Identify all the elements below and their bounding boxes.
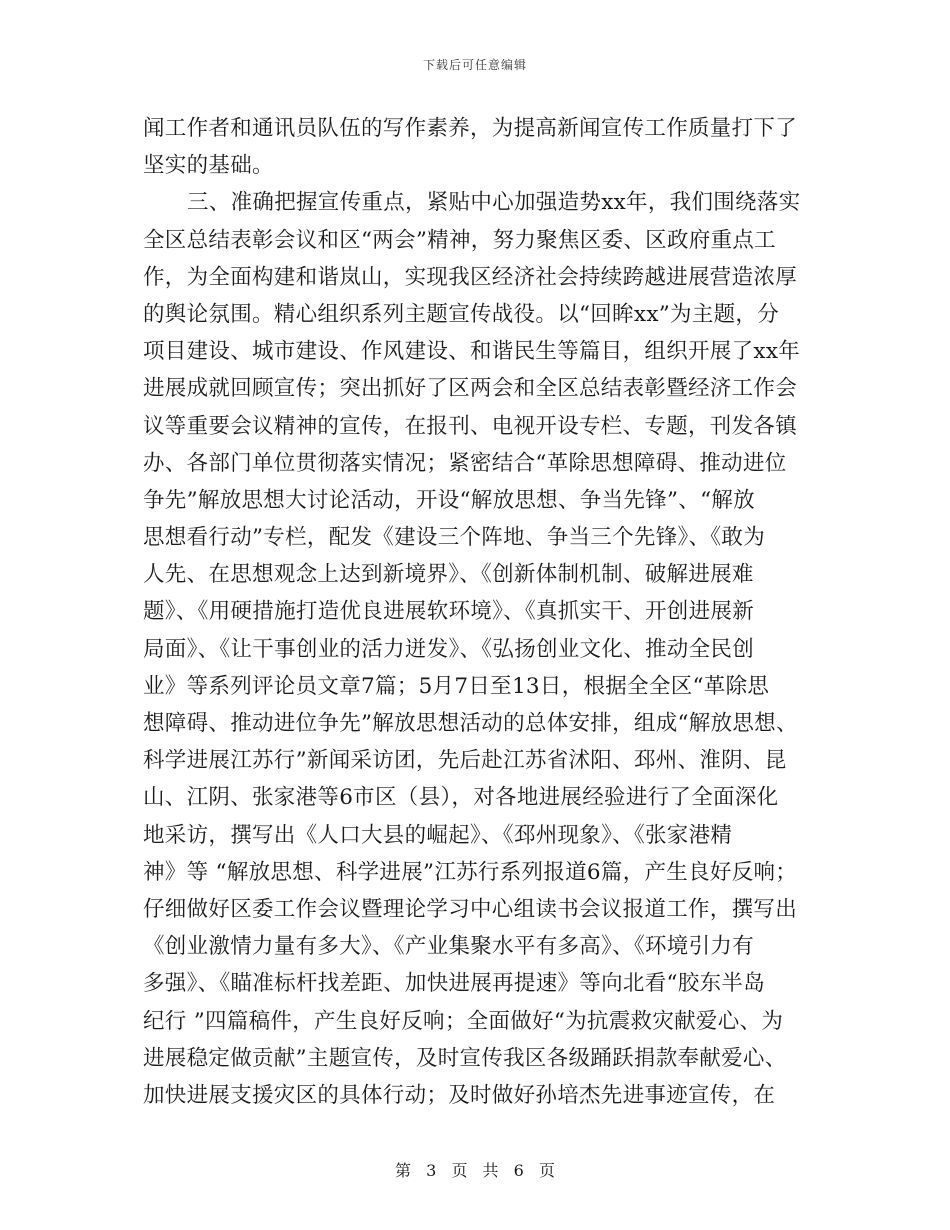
body-line: 多强》、《瞄准标杆找差距、加快进展再提速》等向北看“胶东半岛 xyxy=(143,971,765,997)
page-label-prefix: 第 xyxy=(395,1161,412,1180)
body-line: 的舆论氛围。精心组织系列主题宣传战役。以“回眸xx”为主题，分 xyxy=(143,301,780,327)
page-header xyxy=(0,56,950,73)
total-label: 共 xyxy=(482,1161,499,1180)
body-line: 争先”解放思想大讨论活动，开设“解放思想、争当先锋”、“解放 xyxy=(143,487,755,513)
page-footer xyxy=(0,1158,950,1181)
body-line: 办、各部门单位贯彻落实情况；紧密结合“革除思想障碍、推动进位 xyxy=(143,450,787,476)
body-line: 加快进展支援灾区的具体行动；及时做好孙培杰先进事迹宣传，在 xyxy=(143,1082,776,1108)
body-line: 全区总结表彰会议和区“两会”精神，努力聚焦区委、区政府重点工 xyxy=(143,227,776,253)
body-line: 进展稳定做贡献”主题宣传，及时宣传我区各级踊跃捐款奉献爱心、 xyxy=(143,1045,787,1071)
body-line: 进展成就回顾宣传；突出抓好了区两会和全区总结表彰暨经济工作会 xyxy=(143,376,798,402)
body-line: 地采访，撰写出《人口大县的崛起》、《邳州现象》、《张家港精 xyxy=(143,822,733,848)
body-line: 议等重要会议精神的宣传，在报刊、电视开设专栏、专题，刊发各镇 xyxy=(143,413,798,439)
body-line: 想障碍、推动进位争先”解放思想活动的总体安排，组成“解放思想、 xyxy=(143,711,798,736)
section-heading-line: 三、准确把握宣传重点，紧贴中心加强造势xx年，我们围绕落实 xyxy=(187,190,801,216)
body-line: 闻工作者和通讯员队伍的写作素养，为提高新闻宣传工作质量打下了 xyxy=(143,116,798,141)
body-line: 《创业激情力量有多大》、《产业集聚水平有多高》、《环境引力有 xyxy=(143,934,755,960)
body-line: 仔细做好区委工作会议暨理论学习中心组读书会议报道工作，撰写出 xyxy=(143,896,798,922)
body-line: 局面》、《让干事创业的活力迸发》、《弘扬创业文化、推动全民创 xyxy=(143,636,755,662)
body-line: 纪行 ”四篇稿件，产生良好反响；全面做好“为抗震救灾献爱心、为 xyxy=(143,1008,784,1034)
body-line: 题》、《用硬措施打造优良进展软环境》、《真抓实干、开创进展新 xyxy=(143,599,755,625)
current-page-number: 3 xyxy=(426,1161,437,1180)
body-line: 山、江阴、张家港等6市区（县），对各地进展经验进行了全面深化 xyxy=(143,785,779,811)
page-label-middle: 页 xyxy=(451,1161,468,1180)
page-label-suffix: 页 xyxy=(538,1161,555,1180)
header-text: 下载后可任意编辑 xyxy=(422,58,527,72)
body-line: 思想看行动”专栏，配发《建设三个阵地、争当三个先锋》、《敢为 xyxy=(143,525,765,551)
body-line: 科学进展江苏行”新闻采访团，先后赴江苏省沭阳、邳州、淮阴、昆 xyxy=(143,748,787,774)
total-page-count: 6 xyxy=(513,1161,524,1180)
body-line: 业》等系列评论员文章7篇；5月7日至13日，根据全全区“革除思 xyxy=(143,673,770,699)
body-line: 神》等 “解放思想、科学进展”江苏行系列报道6篇，产生良好反响； xyxy=(143,859,798,885)
document-body xyxy=(143,110,823,1114)
body-line: 人先、在思想观念上达到新境界》、《创新体制机制、破解进展难 xyxy=(143,562,754,588)
body-line: 作，为全面构建和谐岚山，实现我区经济社会持续跨越进展营造浓厚 xyxy=(143,264,798,290)
body-line: 项目建设、城市建设、作风建设、和谐民生等篇目，组织开展了xx年 xyxy=(143,339,801,365)
body-line: 坚实的基础。 xyxy=(143,153,274,179)
